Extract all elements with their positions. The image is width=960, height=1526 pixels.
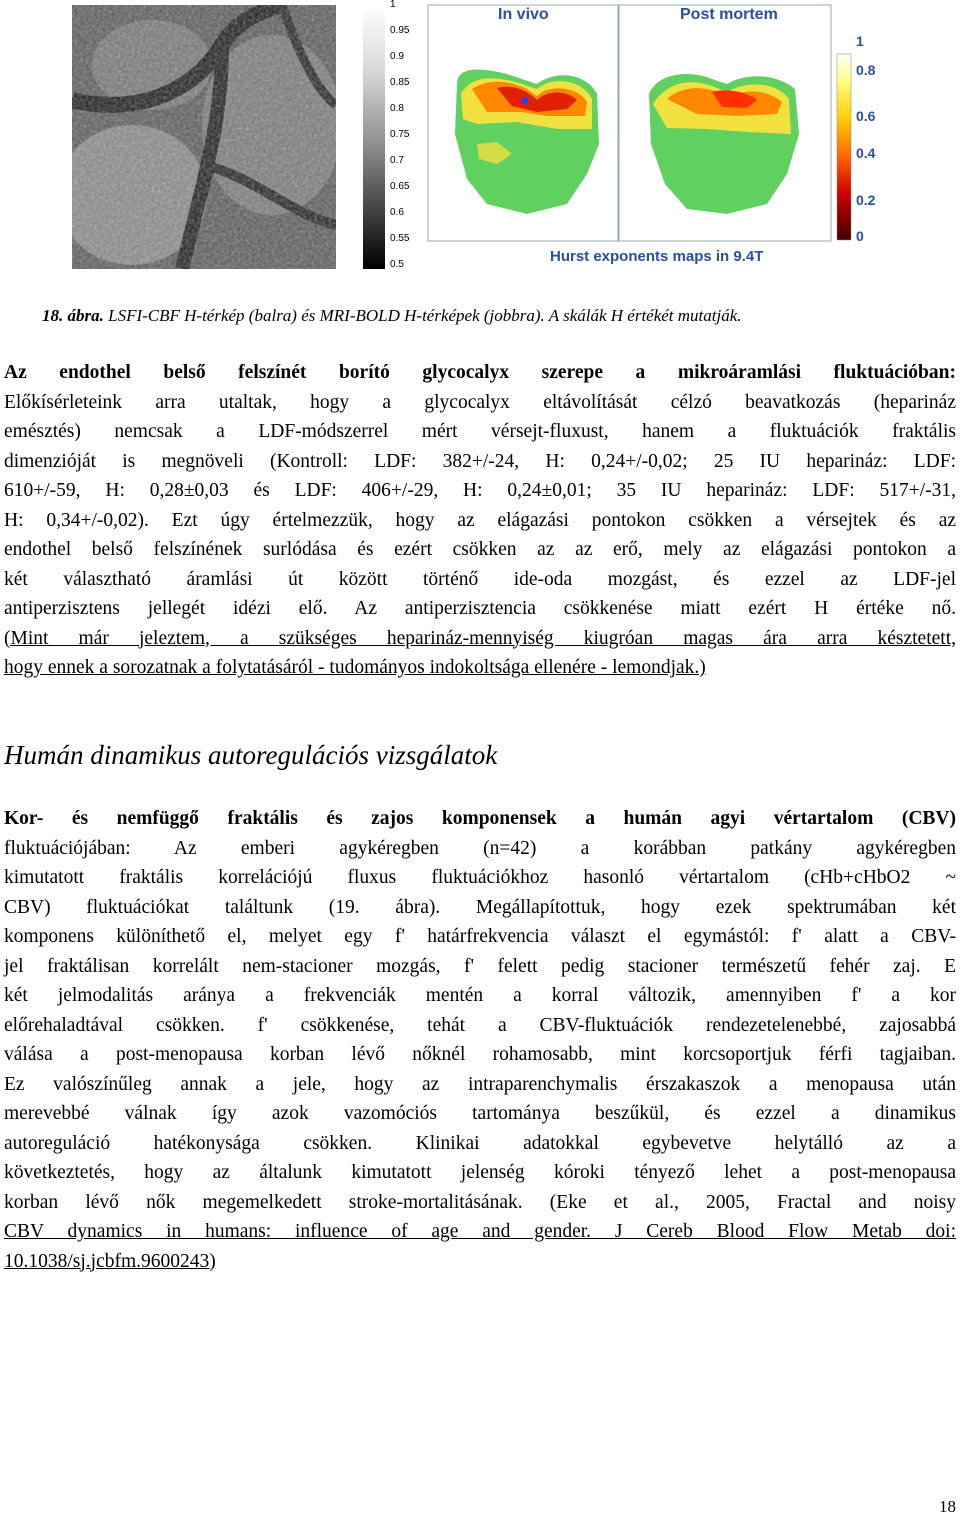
grayscale-tick: 0.7 bbox=[390, 155, 404, 166]
hot-scale-tick: 0.4 bbox=[856, 145, 876, 161]
text-line: válása a post-menopausa korban lévő nőknél rohamosabb, mint korcsoportjuk férfi tagjaiban. bbox=[4, 1044, 956, 1065]
text-line: endothel belső felszínének surlódása és ezért csökken az az erő, mely az elágazási pontokon a bbox=[4, 539, 956, 560]
hot-scale-tick: 0.8 bbox=[856, 62, 876, 78]
text-line: komponens különíthető el, melyet egy f' határfrekvencia választ el egymástól: f' alatt a CBV- bbox=[4, 926, 956, 947]
text-line: jel fraktálisan korrelált nem-stacioner mozgás, f' felett pedig stacioner természetű fehér zaj. E bbox=[4, 955, 956, 977]
text-line: CBV dynamics in humans: influence of age and gender. J Cereb Blood Flow Metab doi: bbox=[4, 1221, 956, 1242]
text-line: hogy ennek a sorozatnak a folytatásáról - tudományos indokoltsága ellenére - lemondjak.) bbox=[4, 657, 706, 678]
text-line: dimenzióját is megnöveli (Kontroll: LDF: 382+/-24, H: 0,24+/-0,02; 25 IU heparináz: LDF: bbox=[4, 450, 956, 472]
grayscale-tick: 1 bbox=[390, 0, 396, 10]
grayscale-tick: 0.8 bbox=[390, 103, 404, 114]
caption-text: LSFI-CBF H-térkép (balra) és MRI-BOLD H-térképek (jobbra). A skálák H értékét mutatják. bbox=[103, 306, 742, 325]
hot-scale-tick: 0.6 bbox=[856, 108, 876, 124]
mri-bold-hurst-maps bbox=[427, 4, 887, 272]
text-line: emésztés) nemcsak a LDF-módszerrel mért vérsejt-fluxust, hanem a fluktuációk fraktális bbox=[4, 421, 956, 442]
text-line: merevebbé válnak így azok vazomóciós tartománya beszűkül, és ezzel a dinamikus bbox=[4, 1103, 956, 1124]
hot-scale-tick: 0 bbox=[856, 228, 864, 244]
text-line: kimutatott fraktális korrelációjú fluxus fluktuációkhoz hasonló vértartalom (cHb+cHbO2 ~ bbox=[4, 867, 956, 888]
text-line: 10.1038/sj.jcbfm.9600243) bbox=[4, 1250, 216, 1272]
grayscale-tick: 0.65 bbox=[390, 181, 410, 192]
text-line: Kor- és nemfüggő fraktális és zajos komponensek a humán agyi vértartalom (CBV) bbox=[4, 808, 956, 829]
text-line: Az endothel belső felszínét borító glycocalyx szerepe a mikroáramlási fluktuációban: bbox=[4, 362, 956, 383]
paragraph-glycocalyx bbox=[4, 358, 956, 683]
mri-caption: Hurst exponents maps in 9.4T bbox=[550, 248, 764, 265]
text-line: CBV) fluktuációkat találtunk (19. ábra). Megállapítottuk, hogy ezek spektrumában két bbox=[4, 896, 956, 918]
post-mortem-title: Post mortem bbox=[680, 6, 778, 23]
grayscale-tick: 0.75 bbox=[390, 129, 410, 140]
text-line: korban lévő nők megemelkedett stroke-mortalitásának. (Eke et al., 2005, Fractal and noisy bbox=[4, 1191, 956, 1213]
figure-caption bbox=[42, 306, 742, 326]
lsfi-cbf-hurst-map-image bbox=[72, 5, 336, 269]
text-line: Előkísérleteink arra utaltak, hogy a glycocalyx eltávolítását célzó beavatkozás (heparináz bbox=[4, 391, 956, 413]
grayscale-tick: 0.5 bbox=[390, 259, 404, 270]
text-line: 610+/-59, H: 0,28±0,03 és LDF: 406+/-29, H: 0,24±0,01; 35 IU heparináz: LDF: 517+/-31, bbox=[4, 480, 956, 501]
paragraph-cbv bbox=[4, 804, 956, 1276]
text-line: következtetés, hogy az általunk kimutatott jelenség kóroki tényező lehet a post-menopausa bbox=[4, 1162, 956, 1183]
section-heading: Humán dinamikus autoregulációs vizsgálatok bbox=[4, 740, 498, 770]
text-line: két választható áramlási út között történő ide-oda mozgást, és ezzel az LDF-jel bbox=[4, 568, 956, 590]
hot-scale-tick: 1 bbox=[856, 33, 864, 49]
grayscale-colorbar bbox=[363, 5, 385, 269]
page-number: 18 bbox=[939, 1497, 956, 1516]
text-line: antiperzisztens jellegét idézi elő. Az antiperzisztencia csökkenése miatt ezért H értéke nő. bbox=[4, 598, 956, 619]
grayscale-tick: 0.85 bbox=[390, 77, 410, 88]
text-line: H: 0,34+/-0,02). Ezt úgy értelmezzük, hogy az elágazási pontokon csökken a vérsejtek és az bbox=[4, 509, 956, 531]
text-line: (Mint már jeleztem, a szükséges heparináz-mennyiség kiugróan magas ára arra késztetett, bbox=[4, 627, 956, 649]
grayscale-tick: 0.95 bbox=[390, 25, 410, 36]
in-vivo-title: In vivo bbox=[498, 6, 549, 23]
grayscale-tick: 0.9 bbox=[390, 51, 404, 62]
text-line: két jelmodalitás aránya a frekvenciák mentén a korral változik, amennyiben f' a kor bbox=[4, 985, 956, 1006]
hot-scale-tick: 0.2 bbox=[856, 192, 876, 208]
caption-label: 18. ábra. bbox=[42, 306, 104, 325]
text-line: fluktuációjában: Az emberi agykéregben (n=42) a korábban patkány agykéregben bbox=[4, 837, 956, 859]
grayscale-tick: 0.6 bbox=[390, 207, 404, 218]
grayscale-tick: 0.55 bbox=[390, 233, 410, 244]
text-line: Ez valószínűleg annak a jele, hogy az intraparenchymalis érszakaszok a menopausa után bbox=[4, 1073, 956, 1095]
text-line: előrehaladtával csökken. f' csökkenése, tehát a CBV-fluktuációk rendezetelenebbé, zajosabbá bbox=[4, 1014, 956, 1036]
text-line: autoreguláció hatékonysága csökken. Klinikai adatokkal egybevetve helytálló az a bbox=[4, 1132, 956, 1154]
